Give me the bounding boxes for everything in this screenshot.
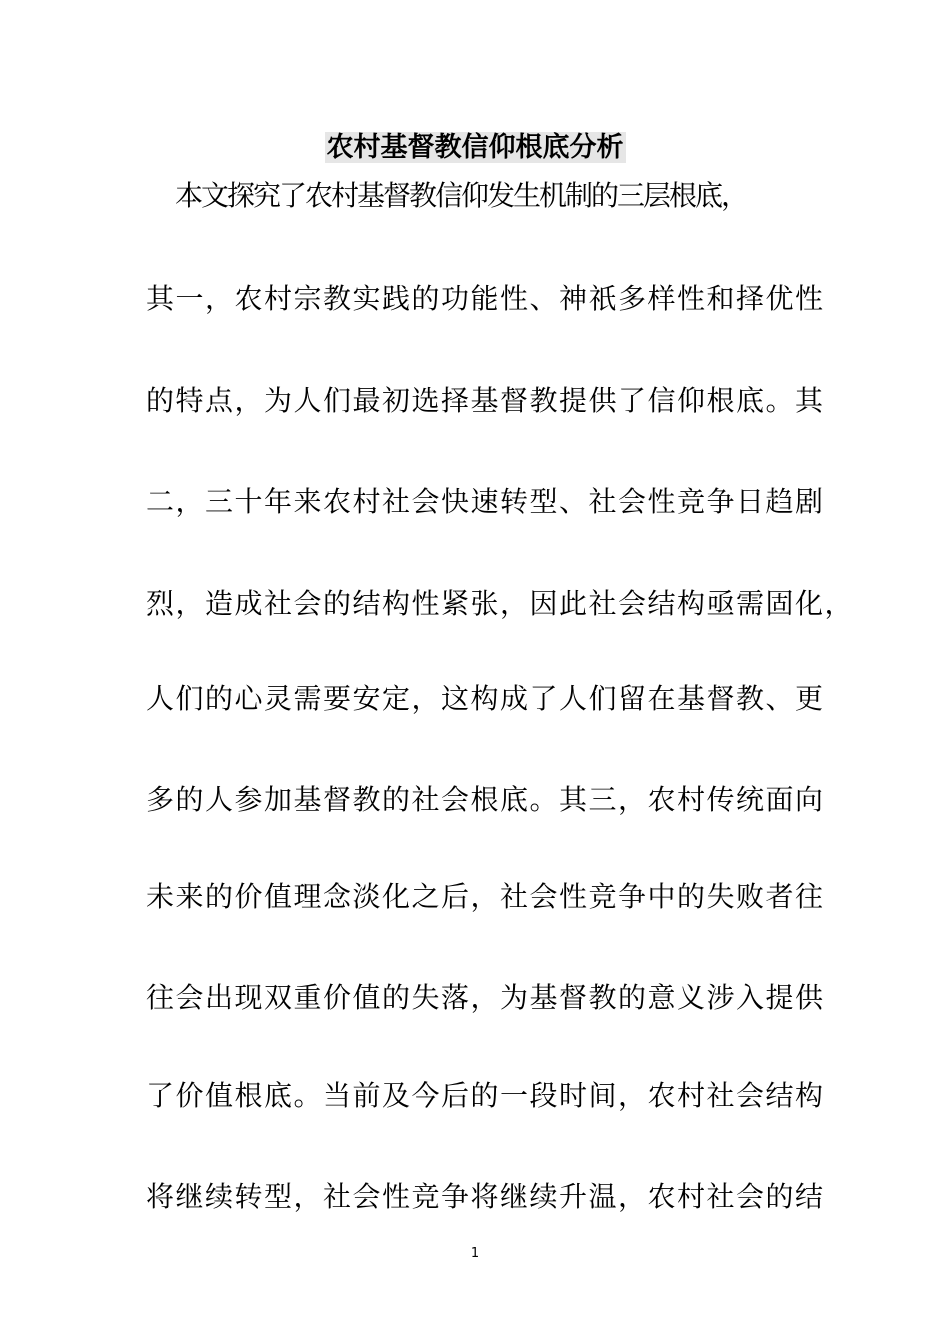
body-line: 了价值根底。当前及今后的一段时间，农村社会结构 <box>146 1079 825 1112</box>
body-line: 多的人参加基督教的社会根底。其三，农村传统面向 <box>146 783 825 816</box>
page-number: 1 <box>470 1246 480 1261</box>
document-title-text: 农村基督教信仰根底分析 <box>326 132 624 163</box>
body-line: 二，三十年来农村社会快速转型、社会性竞争日趋剧 <box>146 485 825 518</box>
body-line: 未来的价值理念淡化之后，社会性竞争中的失败者往 <box>146 880 825 913</box>
body-line: 本文探究了农村基督教信仰发生机制的三层根底， <box>175 179 748 212</box>
body-line: 往会出现双重价值的失落，为基督教的意义涉入提供 <box>146 981 825 1014</box>
body-line: 将继续转型，社会性竞争将继续升温，农村社会的结 <box>146 1180 825 1213</box>
body-line: 人们的心灵需要安定，这构成了人们留在基督教、更 <box>146 682 825 715</box>
document-title <box>0 128 950 168</box>
body-line: 的特点，为人们最初选择基督教提供了信仰根底。其 <box>146 384 825 417</box>
body-line: 其一，农村宗教实践的功能性、神祇多样性和择优性 <box>146 282 825 315</box>
body-line: 烈，造成社会的结构性紧张，因此社会结构亟需固化， <box>146 587 855 620</box>
